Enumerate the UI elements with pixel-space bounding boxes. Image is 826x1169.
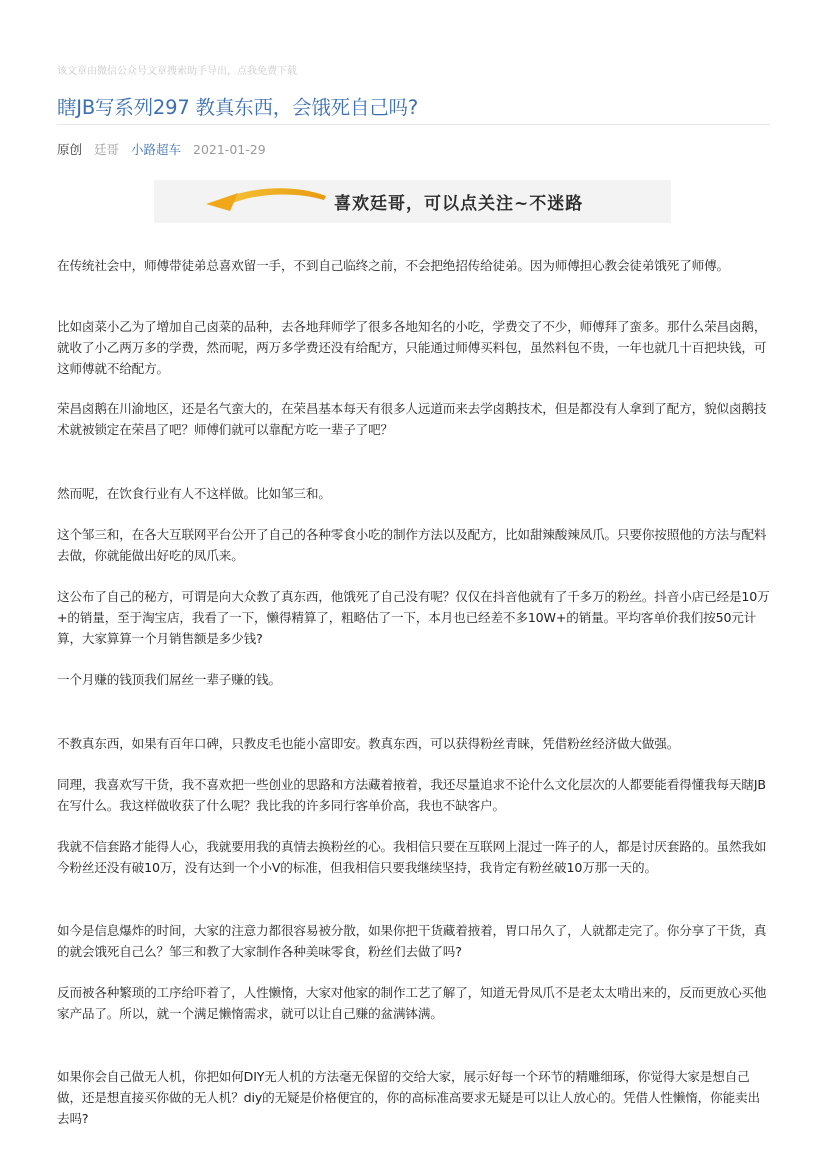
- article-title: 瞎JB写系列297 教真东西，会饿死自己吗?: [57, 96, 418, 119]
- paragraph-3: 荣昌卤鹅在川渝地区，还是名气蛮大的，在荣昌基本每天有很多人远道而来去学卤鹅技术，但是都没有人拿到了配方，貌似卤鹅技术就被锁定在荣昌了吧？师傅们就可以靠配方吃一辈子了吧？: [57, 401, 767, 437]
- original-label: 原创: [57, 142, 83, 157]
- paragraph-8: 不教真东西，如果有百年口碑，只教皮毛也能小富即安。教真东西，可以获得粉丝青睐，凭借粉丝经济做大做强。: [57, 736, 680, 751]
- paragraph-9: 同理，我喜欢写干货，我不喜欢把一些创业的思路和方法藏着掖着，我还尽量追求不论什么文化层次的人都要能看得懂我每天瞎JB在写什么。我这样做收获了什么呢？我比我的许多同行客单价高，我也不缺客户。: [57, 777, 766, 813]
- author-name: 廷哥: [94, 142, 120, 157]
- paragraph-11: 如今是信息爆炸的时间，大家的注意力都很容易被分散，如果你把干货藏着掖着，胃口吊久了，人就都走完了。你分享了干货，真的就会饿死自己么？邹三和教了大家制作各种美味零食，粉丝们去做了吗?: [57, 923, 767, 959]
- banner-text: 喜欢廷哥，可以点关注~不迷路: [334, 194, 584, 214]
- paragraph-13: 如果你会自己做无人机，你把如何DIY无人机的方法毫无保留的交给大家，展示好每一个环节的精雕细琢，你觉得大家是想自己做，还是想直接买你做的无人机？diy的无疑是价格便宜的，你的高标准高要求无疑是可以让人放心的。凭借人性懒惰，你能卖出去吗?: [57, 1069, 760, 1126]
- publish-date: 2021-01-29: [193, 142, 266, 157]
- paragraph-10: 我就不信套路才能得人心，我就要用我的真情去换粉丝的心。我相信只要在互联网上混过一阵子的人，都是讨厌套路的。虽然我如今粉丝还没有破10万，没有达到一个小V的标准，但我相信只要我继续坚持，我肯定有粉丝破10万那一天的。: [57, 839, 767, 875]
- paragraph-2: 比如卤菜小乙为了增加自己卤菜的品种，去各地拜师学了很多各地知名的小吃，学费交了不少，师傅拜了蛮多。那什么荣昌卤鹅，就收了小乙两万多的学费，然而呢，两万多学费还没有给配方，只能通过师傅买料包，虽然料包不贵，一年也就几十百把块钱，可这师傅就不给配方。: [57, 319, 767, 376]
- export-note-link[interactable]: 该文章由微信公众号文章搜索助手导出，点我免费下载: [57, 66, 297, 77]
- title-divider: [57, 124, 770, 125]
- paragraph-12: 反而被各种繁琐的工序给吓着了，人性懒惰，大家对他家的制作工艺了解了，知道无骨凤爪不是老太太啃出来的，反而更放心买他家产品了。所以，就一个满足懒惰需求，就可以让自己赚的盆满钵满。: [57, 985, 767, 1021]
- paragraph-6: 这公布了自己的秘方，可谓是向大众教了真东西，他饿死了自己没有呢？仅仅在抖音他就有了千多万的粉丝。抖音小店已经是10万+的销量，至于淘宝店，我看了一下，懒得精算了，粗略估了一下，本月也已经差不多10W+的销量。平均客单价我们按50元计算，大家算算一个月销售额是多少钱?: [57, 589, 770, 646]
- paragraph-4: 然而呢，在饮食行业有人不这样做。比如邹三和。: [57, 486, 331, 501]
- follow-banner: [154, 180, 671, 223]
- account-link[interactable]: 小路超车: [131, 142, 182, 157]
- paragraph-5: 这个邹三和，在各大互联网平台公开了自己的各种零食小吃的制作方法以及配方，比如甜辣酸辣凤爪。只要你按照他的方法与配料去做，你就能做出好吃的凤爪来。: [57, 527, 767, 563]
- article-meta: [57, 140, 274, 158]
- paragraph-7: 一个月赚的钱顶我们屌丝一辈子赚的钱。: [57, 672, 281, 687]
- paragraph-1: 在传统社会中，师傅带徒弟总喜欢留一手，不到自己临终之前，不会把绝招传给徒弟。因为师傅担心教会徒弟饿死了师傅。: [57, 258, 729, 273]
